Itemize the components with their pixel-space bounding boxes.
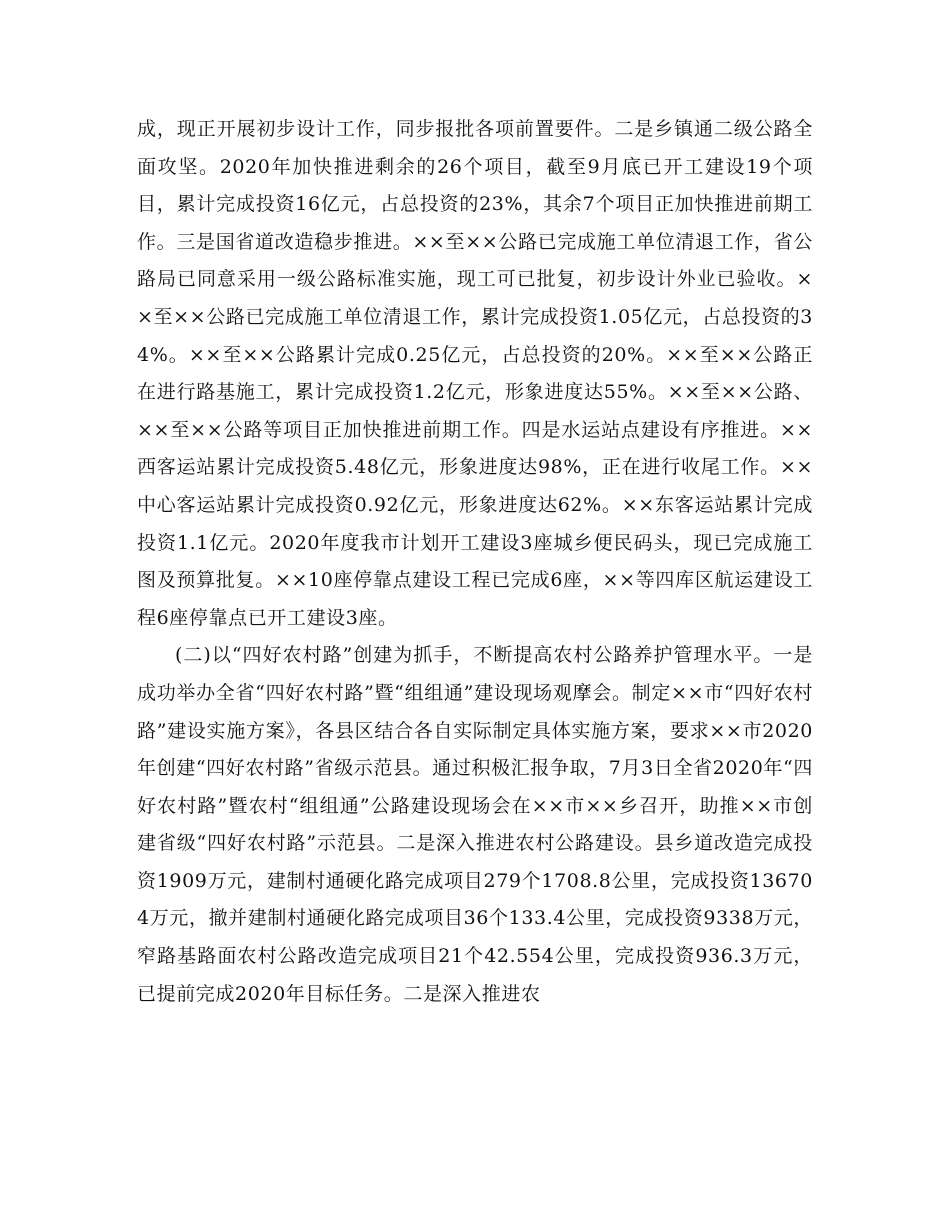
paragraph-rural-roads: (二)以“四好农村路”创建为抓手，不断提高农村公路养护管理水平。一是成功举办全省“四好农村路”暨“组组通”建设现场观摩会。制定××市“四好农村路”建设实施方案》，各县区结合各自实际制定具体实施方案，要求××市2020年创建“四好农村路”省级示范县。通过积极汇报争取，7月3日全省2020年“四好农村路”暨农村“组组通”公路建设现场会在××市××乡召开，助推××市创建省级“四好农村路”示范县。二是深入推进农村公路建设。县乡道改造完成投资1909万元，建制村通硬化路完成项目279个1708.8公里，完成投资136704万元，撤并建制村通硬化路完成项目36个133.4公里，完成投资9338万元，窄路基路面农村公路改造完成项目21个42.554公里，完成投资936.3万元，已提前完成2020年目标任务。二是深入推进农 [137,644,813,1005]
document-body [137,111,813,1013]
paragraph-construction-progress: 成，现正开展初步设计工作，同步报批各项前置要件。二是乡镇通二级公路全面攻坚。2020年加快推进剩余的26个项目，截至9月底已开工建设19个项目，累计完成投资16亿元，占总投资的23%，其余7个项目正加快推进前期工作。三是国省道改造稳步推进。××至××公路已完成施工单位清退工作，省公路局已同意采用一级公路标准实施，现工可已批复，初步设计外业已验收。××至××公路已完成施工单位清退工作，累计完成投资1.05亿元，占总投资的34%。××至××公路累计完成0.25亿元，占总投资的20%。××至××公路正在进行路基施工，累计完成投资1.2亿元，形象进度达55%。××至××公路、××至××公路等项目正加快推进前期工作。四是水运站点建设有序推进。××西客运站累计完成投资5.48亿元，形象进度达98%，正在进行收尾工作。××中心客运站累计完成投资0.92亿元，形象进度达62%。××东客运站累计完成投资1.1亿元。2020年度我市计划开工建设3座城乡便民码头，现已完成施工图及预算批复。××10座停靠点建设工程已完成6座，××等四库区航运建设工程6座停靠点已开工建设3座。 [137,118,813,629]
